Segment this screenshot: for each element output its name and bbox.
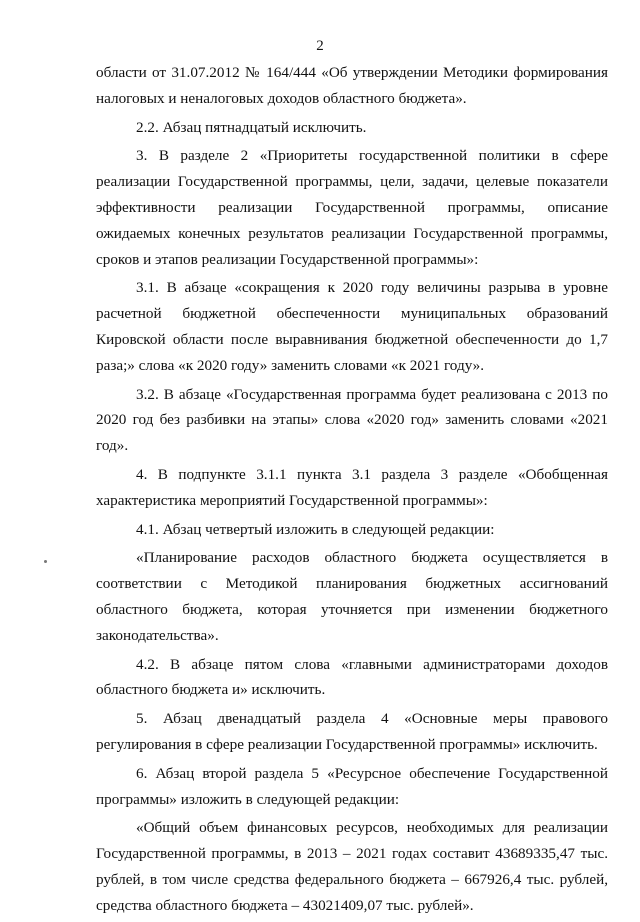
paragraph-3-1: 3.1. В абзаце «сокращения к 2020 году величины разрыва в уровне расчетной бюджетной обеспеченности муниципальных образований Кировской области после выравнивания бюджетной обеспеченности до 1,7 раза;» слова «к 2020 году» заменить словами «к 2021 году». xyxy=(96,279,608,374)
paragraph-2-2: 2.2. Абзац пятнадцатый исключить. xyxy=(136,118,367,136)
paragraph-3-2: 3.2. В абзаце «Государственная программа будет реализована с 2013 по 2020 год без разбивки на этапы» слова «2020 год» заменить словами «2021 год». xyxy=(96,385,608,455)
paragraph-6-quote: «Общий объем финансовых ресурсов, необходимых для реализации Государственной программы, в 2013 – 2021 годах составит 43689335,47 тыс. рублей, в том числе средства федерального бюджета – 667926,4 тыс. рублей, средства областного бюджета – 43021409,07 тыс. рублей». xyxy=(96,819,608,914)
document-body xyxy=(96,60,608,922)
scan-artifact-dot xyxy=(44,560,47,563)
page-number: 2 xyxy=(316,38,324,54)
paragraph-4-1-quote: «Планирование расходов областного бюджета осуществляется в соответствии с Методикой планирования бюджетных ассигнований областного бюджета, которая уточняется при изменении бюджетного законодательства». xyxy=(96,549,608,644)
paragraph-6: 6. Абзац второй раздела 5 «Ресурсное обеспечение Государственной программы» изложить в следующей редакции: xyxy=(96,764,608,808)
paragraph-continuation: области от 31.07.2012 № 164/444 «Об утверждении Методики формирования налоговых и неналоговых доходов областного бюджета». xyxy=(96,64,608,107)
paragraph-4-2: 4.2. В абзаце пятом слова «главными администраторами доходов областного бюджета и» исключить. xyxy=(96,655,608,699)
paragraph-5: 5. Абзац двенадцатый раздела 4 «Основные меры правового регулирования в сфере реализации Государственной программы» исключить. xyxy=(96,710,608,753)
paragraph-4: 4. В подпункте 3.1.1 пункта 3.1 раздела 3 разделе «Обобщенная характеристика мероприятий Государственной программы»: xyxy=(96,465,608,509)
paragraph-4-1: 4.1. Абзац четвертый изложить в следующей редакции: xyxy=(136,520,495,538)
paragraph-3: 3. В разделе 2 «Приоритеты государственной политики в сфере реализации Государственной программы, цели, задачи, целевые показатели эффективности реализации Государственной программы, описание ожидаемых конечных результатов реализации Государственной программы, сроков и этапов реализации Государственной программы»: xyxy=(96,147,608,268)
